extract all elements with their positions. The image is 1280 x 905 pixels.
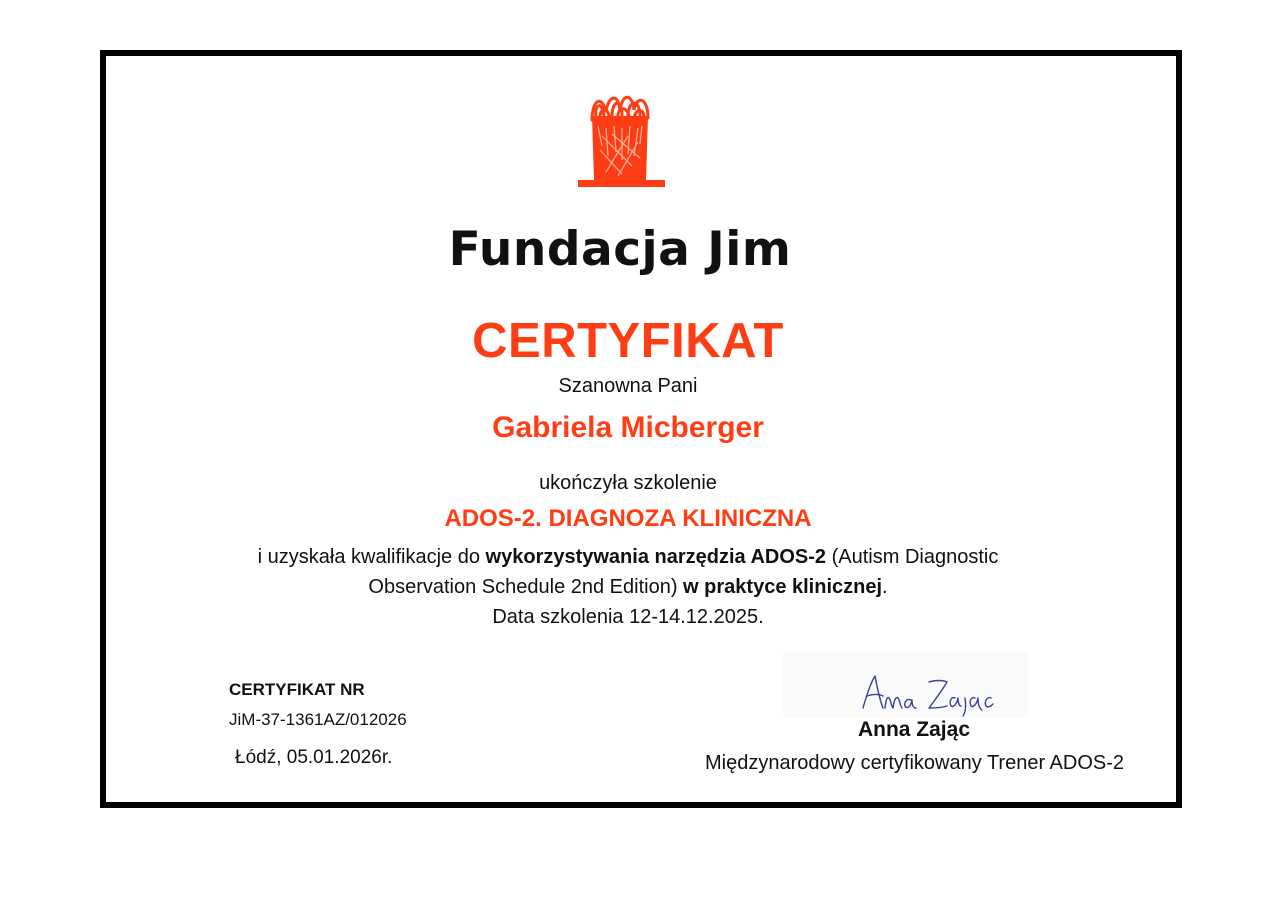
training-date: Data szkolenia 12-14.12.2025. xyxy=(492,606,764,628)
salutation: Szanowna Pani xyxy=(558,375,698,397)
certificate-number: JiM-37-1361AZ/012026 xyxy=(229,710,407,729)
completed-text: ukończyła szkolenie xyxy=(539,472,717,494)
description-practice-bold: w praktyce klinicznej xyxy=(683,576,883,598)
certificate-title: CERTYFIKAT xyxy=(472,314,784,368)
description-tool-bold: wykorzystywania narzędzia ADOS-2 xyxy=(485,546,827,568)
course-title: ADOS-2. DIAGNOZA KLINICZNA xyxy=(444,505,812,532)
qualification-description xyxy=(250,542,1006,632)
description-part-3: (Autism Diagnostic Observation Schedule 2nd Edition) xyxy=(368,546,999,598)
description-part-1: i uzyskała kwalifikacje do xyxy=(257,546,486,568)
handwritten-signature xyxy=(783,652,1028,718)
fundacja-jim-logo-icon xyxy=(572,86,668,190)
signer-name: Anna Zając xyxy=(857,718,971,741)
description-part-5: . xyxy=(882,576,888,598)
recipient-name: Gabriela Micberger xyxy=(492,411,764,444)
signer-role: Międzynarodowy certyfikowany Trener ADOS-2 xyxy=(704,752,1125,774)
certificate-number-label: CERTYFIKAT NR xyxy=(229,680,365,699)
place-and-date: Łódź, 05.01.2026r. xyxy=(235,747,393,768)
organization-name: Fundacja Jim xyxy=(448,222,792,277)
